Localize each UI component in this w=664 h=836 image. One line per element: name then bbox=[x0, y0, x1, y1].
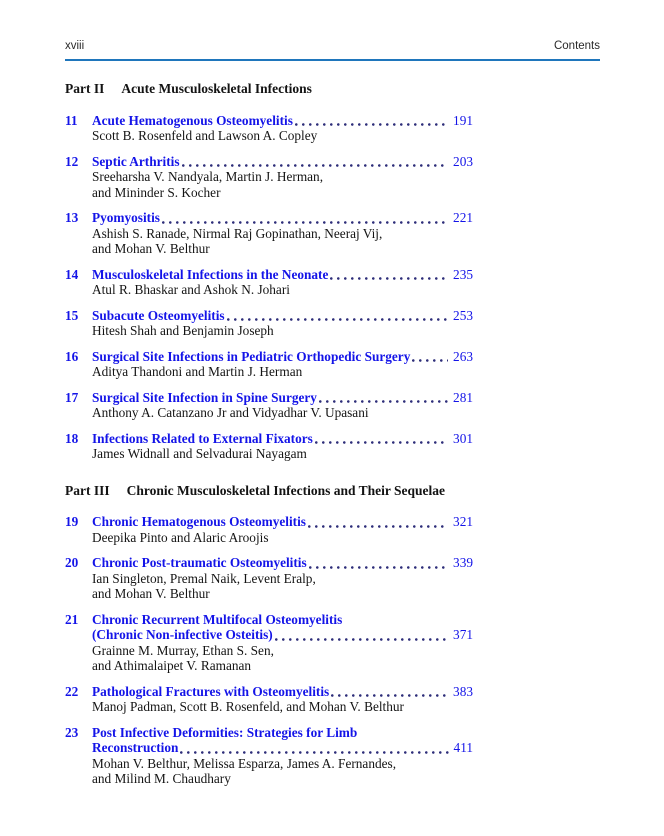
chapter-authors-line: and Mohan V. Belthur bbox=[92, 241, 210, 256]
toc-entry-15 bbox=[65, 308, 473, 339]
chapter-authors-line: Hitesh Shah and Benjamin Joseph bbox=[92, 323, 274, 338]
chapter-authors-line: and Milind M. Chaudhary bbox=[92, 771, 231, 786]
chapter-authors-line: and Athimalaipet V. Ramanan bbox=[92, 658, 252, 673]
chapter-authors-line: Atul R. Bhaskar and Ashok N. Johari bbox=[92, 282, 290, 297]
entry-body bbox=[92, 154, 473, 201]
chapter-page-link[interactable]: 321 bbox=[453, 514, 473, 529]
title-row bbox=[92, 113, 473, 129]
toc-entry-22 bbox=[65, 684, 473, 715]
title-row bbox=[92, 349, 473, 365]
chapter-number-link[interactable]: 18 bbox=[65, 430, 79, 446]
toc-entries-part3 bbox=[65, 514, 473, 787]
entry-body bbox=[92, 684, 473, 715]
chapter-title-link[interactable]: Subacute Osteomyelitis bbox=[92, 307, 225, 323]
title-row bbox=[92, 740, 473, 756]
dot-leader bbox=[180, 740, 448, 756]
chapter-number-link[interactable]: 16 bbox=[65, 348, 79, 364]
chapter-page-link[interactable]: 235 bbox=[453, 266, 473, 282]
title-row bbox=[92, 267, 473, 283]
toc-entry-18 bbox=[65, 431, 473, 462]
chapter-number-link[interactable]: 23 bbox=[65, 724, 79, 740]
title-row bbox=[92, 725, 473, 741]
entry-body bbox=[92, 555, 473, 602]
dot-leader bbox=[275, 627, 448, 643]
title-row bbox=[92, 154, 473, 170]
dot-leader bbox=[315, 431, 448, 447]
dot-leader bbox=[308, 514, 448, 530]
chapter-title-link[interactable]: Surgical Site Infection in Spine Surgery bbox=[92, 389, 317, 405]
entry-body bbox=[92, 612, 473, 674]
title-row bbox=[92, 431, 473, 447]
chapter-page-link[interactable]: 411 bbox=[453, 740, 473, 755]
chapter-authors-line: Anthony A. Catanzano Jr and Vidyadhar V. Upasani bbox=[92, 405, 369, 420]
chapter-number-link[interactable]: 13 bbox=[65, 210, 79, 225]
chapter-page-link[interactable]: 263 bbox=[453, 348, 473, 364]
chapter-number-link[interactable]: 15 bbox=[65, 307, 79, 323]
part-heading-2 bbox=[65, 81, 600, 97]
chapter-title-link[interactable]: Septic Arthritis bbox=[92, 153, 180, 169]
chapter-page-link[interactable]: 203 bbox=[453, 153, 473, 169]
chapter-title-link[interactable]: Pathological Fractures with Osteomyelitis bbox=[92, 683, 330, 699]
chapter-authors-line: Scott B. Rosenfeld and Lawson A. Copley bbox=[92, 128, 318, 143]
title-row bbox=[92, 390, 473, 406]
chapter-page-link[interactable]: 339 bbox=[453, 555, 473, 570]
chapter-authors-line: Ian Singleton, Premal Naik, Levent Eralp, bbox=[92, 570, 316, 586]
dot-leader bbox=[295, 113, 448, 129]
dot-leader bbox=[331, 684, 448, 700]
entry-body bbox=[92, 725, 473, 787]
toc-entry-16 bbox=[65, 349, 473, 380]
chapter-title-link[interactable]: Chronic Recurrent Multifocal Osteomyelitis bbox=[92, 611, 343, 627]
chapter-page-link[interactable]: 371 bbox=[453, 627, 473, 642]
chapter-number-link[interactable]: 17 bbox=[65, 389, 79, 405]
chapter-title-link[interactable]: Reconstruction bbox=[92, 740, 179, 755]
toc-entry-11 bbox=[65, 113, 473, 144]
chapter-title-link[interactable]: Chronic Post-traumatic Osteomyelitis bbox=[92, 555, 307, 570]
chapter-page-link[interactable]: 253 bbox=[453, 307, 473, 323]
toc-entry-20 bbox=[65, 555, 473, 602]
title-row bbox=[92, 627, 473, 643]
chapter-authors-line: and Mohan V. Belthur bbox=[92, 586, 210, 601]
chapter-page-link[interactable]: 281 bbox=[453, 389, 473, 405]
chapter-page-link[interactable]: 191 bbox=[453, 112, 473, 128]
entry-body bbox=[92, 431, 473, 462]
chapter-authors-line: and Mininder S. Kocher bbox=[92, 184, 221, 200]
title-row bbox=[92, 308, 473, 324]
chapter-page-link[interactable]: 221 bbox=[453, 210, 473, 225]
chapter-authors-line: Aditya Thandoni and Martin J. Herman bbox=[92, 364, 303, 379]
chapter-title-link[interactable]: Musculoskeletal Infections in the Neonate bbox=[92, 266, 329, 282]
toc-entry-14 bbox=[65, 267, 473, 298]
entry-body bbox=[92, 514, 473, 545]
part-title: Chronic Musculoskeletal Infections and Their Sequelae bbox=[126, 482, 446, 498]
dot-leader bbox=[309, 555, 448, 571]
dot-leader bbox=[227, 308, 448, 324]
entry-body bbox=[92, 267, 473, 298]
chapter-authors-line: Grainne M. Murray, Ethan S. Sen, bbox=[92, 642, 274, 658]
toc-entries-part2 bbox=[65, 113, 473, 462]
entry-body bbox=[92, 349, 473, 380]
chapter-title-link[interactable]: Pyomyositis bbox=[92, 210, 160, 225]
title-row bbox=[92, 555, 473, 571]
toc-entry-19 bbox=[65, 514, 473, 545]
title-row bbox=[92, 612, 473, 628]
chapter-authors-line: Mohan V. Belthur, Melissa Esparza, James A. Fernandes, bbox=[92, 755, 397, 771]
chapter-authors-line: Ashish S. Ranade, Nirmal Raj Gopinathan, Neeraj Vij, bbox=[92, 225, 383, 241]
chapter-authors-line: Deepika Pinto and Alaric Aroojis bbox=[92, 529, 269, 545]
dot-leader bbox=[412, 349, 448, 365]
dot-leader bbox=[319, 390, 448, 406]
toc-entry-21 bbox=[65, 612, 473, 674]
chapter-number-link[interactable]: 14 bbox=[65, 266, 79, 282]
entry-body bbox=[92, 390, 473, 421]
title-row bbox=[92, 514, 473, 530]
page-header bbox=[65, 40, 600, 61]
part-label: Part II bbox=[65, 81, 105, 96]
chapter-number-link[interactable]: 12 bbox=[65, 153, 79, 169]
chapter-number-link[interactable]: 22 bbox=[65, 683, 79, 699]
toc-entry-12 bbox=[65, 154, 473, 201]
chapter-authors-line: Sreeharsha V. Nandyala, Martin J. Herman, bbox=[92, 169, 324, 184]
part-label: Part III bbox=[65, 482, 110, 498]
chapter-page-link[interactable]: 383 bbox=[453, 683, 473, 699]
chapter-title-link[interactable]: Surgical Site Infections in Pediatric Orthopedic Surgery bbox=[92, 348, 411, 364]
chapter-title-link[interactable]: (Chronic Non-infective Osteitis) bbox=[92, 627, 273, 642]
chapter-number-link[interactable]: 21 bbox=[65, 611, 79, 627]
title-row bbox=[92, 684, 473, 700]
chapter-title-link[interactable]: Infections Related to External Fixators bbox=[92, 430, 313, 446]
entry-body bbox=[92, 210, 473, 257]
running-head: Contents bbox=[553, 40, 600, 52]
dot-leader bbox=[162, 210, 448, 226]
folio-page-number: xviii bbox=[65, 40, 85, 52]
chapter-page-link[interactable]: 301 bbox=[453, 430, 473, 446]
entry-body bbox=[92, 113, 473, 144]
entry-body bbox=[92, 308, 473, 339]
toc-entry-17 bbox=[65, 390, 473, 421]
chapter-number-link[interactable]: 11 bbox=[65, 112, 78, 128]
toc-entry-23 bbox=[65, 725, 473, 787]
chapter-title-link[interactable]: Chronic Hematogenous Osteomyelitis bbox=[92, 514, 306, 529]
chapter-number-link[interactable]: 19 bbox=[65, 514, 79, 529]
chapter-title-link[interactable]: Acute Hematogenous Osteomyelitis bbox=[92, 112, 293, 128]
toc-entry-13 bbox=[65, 210, 473, 257]
chapter-number-link[interactable]: 20 bbox=[65, 555, 79, 570]
chapter-authors-line: Manoj Padman, Scott B. Rosenfeld, and Mohan V. Belthur bbox=[92, 699, 404, 714]
dot-leader bbox=[182, 154, 449, 170]
title-row bbox=[92, 210, 473, 226]
chapter-title-link[interactable]: Post Infective Deformities: Strategies for Limb bbox=[92, 724, 358, 740]
part-heading-3 bbox=[65, 483, 600, 499]
chapter-authors-line: James Widnall and Selvadurai Nayagam bbox=[92, 446, 307, 461]
dot-leader bbox=[330, 267, 448, 283]
part-title: Acute Musculoskeletal Infections bbox=[121, 81, 312, 96]
